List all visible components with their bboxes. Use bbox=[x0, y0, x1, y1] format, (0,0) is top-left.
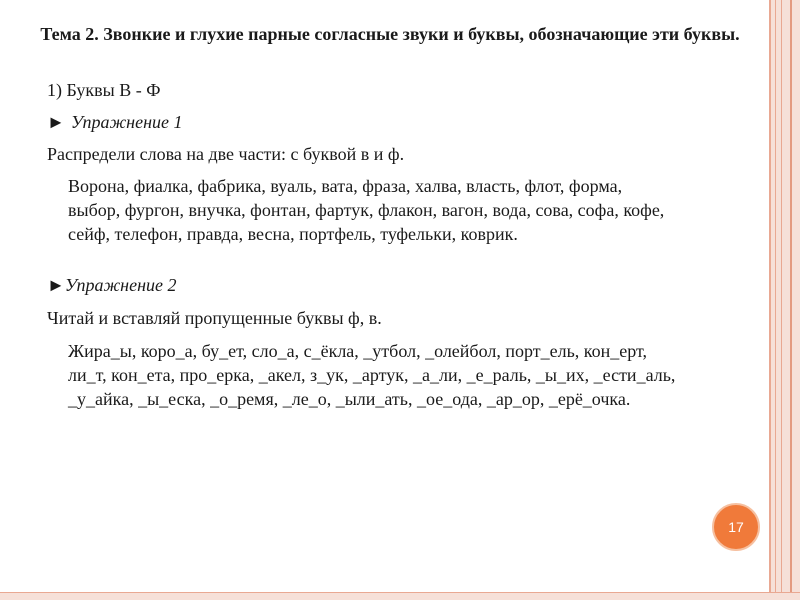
exercise-2-label: Упражнение 2 bbox=[64, 275, 177, 295]
decorative-line bbox=[781, 0, 782, 600]
exercise-2-heading bbox=[47, 273, 747, 297]
exercise-2-instruction: Читай и вставляй пропущенные буквы ф, в. bbox=[47, 308, 382, 328]
decorative-line bbox=[769, 0, 771, 600]
decorative-line bbox=[790, 0, 792, 600]
decorative-border-right bbox=[769, 0, 800, 600]
exercise-1-heading bbox=[47, 110, 747, 134]
exercise-1-label: Упражнение 1 bbox=[70, 112, 183, 132]
arrow-right-icon: ► bbox=[47, 112, 65, 132]
section-heading: 1) Буквы В - Ф bbox=[47, 80, 161, 100]
page-number-badge: 17 bbox=[712, 503, 760, 551]
exercise-1-words: Ворона, фиалка, фабрика, вуаль, вата, фраза, халва, власть, флот, форма, выбор, фургон, внучка, фонтан, фартук, флакон, вагон, вода, сова, софа, кофе, сейф, телефон, правда, весна, портфель, туфельки, коврик. bbox=[68, 176, 665, 244]
exercise-2-words: Жира_ы, коро_а, бу_ет, сло_а, с_ёкла, _утбол, _олейбол, порт_ель, кон_ерт, ли_т, кон_ета, про_ерка, _акел, з_ук, _артук, _а_ли, _е_раль, _ы_их, _ести_аль, _у_айка, _ы_еска, _о_ремя, _ле_о, _ыли_ать, _ое_ода, _ар_ор, _ерё_очка. bbox=[68, 341, 676, 409]
exercise-1-instruction: Распредели слова на две части: с буквой в и ф. bbox=[47, 144, 405, 164]
decorative-border-bottom bbox=[0, 592, 800, 600]
arrow-right-icon: ► bbox=[47, 275, 65, 295]
slide-title: Тема 2. Звонкие и глухие парные согласные звуки и буквы, обозначающие эти буквы. bbox=[40, 24, 740, 44]
decorative-line bbox=[775, 0, 776, 600]
